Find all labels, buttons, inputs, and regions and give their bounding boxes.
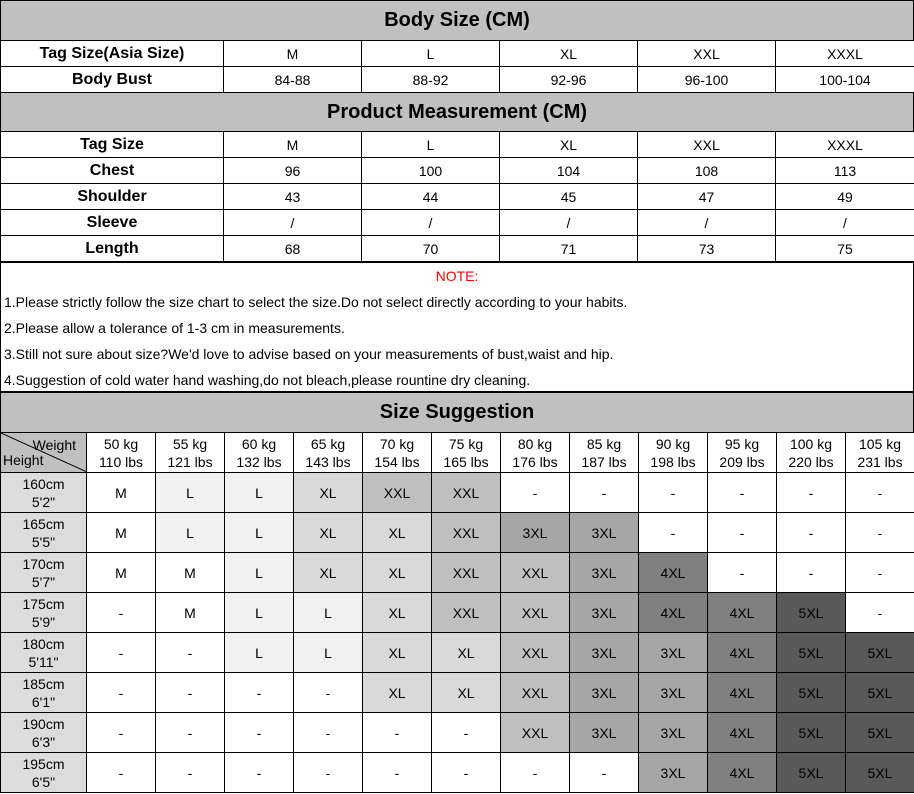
height-ft: 5'11" <box>28 653 59 670</box>
weight-header-cell <box>156 433 225 473</box>
size-cell: 3XL <box>639 753 708 793</box>
size-cell: - <box>294 673 363 713</box>
size-cell: - <box>87 713 156 753</box>
table-cell: 49 <box>776 184 914 210</box>
weight-header-cell <box>639 433 708 473</box>
size-cell: - <box>639 513 708 553</box>
table-cell: 113 <box>776 158 914 184</box>
size-cell: - <box>639 473 708 513</box>
table-cell: 43 <box>224 184 362 210</box>
size-cell: - <box>708 513 777 553</box>
weight-lbs: 154 lbs <box>374 453 420 470</box>
table-cell: / <box>224 210 362 236</box>
size-cell: 5XL <box>777 593 846 633</box>
size-cell: M <box>87 553 156 593</box>
size-cell: - <box>501 753 570 793</box>
size-cell: - <box>708 553 777 593</box>
size-cell: 5XL <box>777 673 846 713</box>
size-cell: XL <box>363 633 432 673</box>
weight-lbs: 132 lbs <box>236 453 282 470</box>
size-cell: 4XL <box>639 553 708 593</box>
table-row <box>1 41 914 67</box>
size-cell: - <box>87 633 156 673</box>
corner-weight-label: Weight <box>32 437 76 453</box>
weight-kg: 60 kg <box>241 435 277 452</box>
size-cell: - <box>846 593 914 633</box>
size-cell: - <box>294 713 363 753</box>
weight-header-cell <box>846 433 914 473</box>
table-row <box>1 593 914 633</box>
size-cell: 4XL <box>708 673 777 713</box>
weight-lbs: 198 lbs <box>650 453 696 470</box>
table-cell: L <box>362 132 500 158</box>
table-cell: / <box>776 210 914 236</box>
size-cell: 4XL <box>708 593 777 633</box>
size-cell: XXL <box>432 473 501 513</box>
size-cell: L <box>225 553 294 593</box>
table-cell: 47 <box>638 184 776 210</box>
height-ft: 6'5" <box>31 773 56 790</box>
size-cell: XXL <box>501 593 570 633</box>
table-row <box>1 553 914 593</box>
size-cell: 3XL <box>570 593 639 633</box>
table-cell: XL <box>500 41 638 67</box>
weight-header-cell <box>570 433 639 473</box>
size-cell: - <box>225 713 294 753</box>
size-cell: XL <box>294 513 363 553</box>
weight-header-cell <box>225 433 294 473</box>
table-cell: 92-96 <box>500 67 638 93</box>
weight-lbs: 110 lbs <box>98 453 144 470</box>
size-cell: 3XL <box>501 513 570 553</box>
size-cell: M <box>87 513 156 553</box>
size-cell: XXL <box>501 553 570 593</box>
size-cell: - <box>156 673 225 713</box>
height-cm: 195cm <box>22 755 65 772</box>
size-cell: - <box>87 673 156 713</box>
size-cell: XL <box>294 473 363 513</box>
size-cell: XXL <box>501 633 570 673</box>
size-cell: - <box>363 713 432 753</box>
size-cell: 3XL <box>639 633 708 673</box>
table-cell: 96 <box>224 158 362 184</box>
weight-kg: 65 kg <box>310 435 346 452</box>
height-ft: 5'5" <box>31 533 56 550</box>
table-cell: M <box>224 41 362 67</box>
size-cell: L <box>294 593 363 633</box>
table-row <box>1 67 914 93</box>
row-label: Shoulder <box>1 184 224 210</box>
table-cell: 96-100 <box>638 67 776 93</box>
table-cell: / <box>638 210 776 236</box>
size-cell: - <box>846 553 914 593</box>
table-cell: XXXL <box>776 41 914 67</box>
weight-kg: 90 kg <box>655 435 691 452</box>
size-cell: - <box>87 753 156 793</box>
weight-kg: 95 kg <box>724 435 760 452</box>
size-cell: 5XL <box>846 713 914 753</box>
size-cell: 3XL <box>570 713 639 753</box>
table-row <box>1 210 914 236</box>
table-cell: 70 <box>362 236 500 262</box>
size-cell: 5XL <box>846 673 914 713</box>
table-cell: XXL <box>638 132 776 158</box>
table-cell: 44 <box>362 184 500 210</box>
row-label: Sleeve <box>1 210 224 236</box>
weight-kg: 80 kg <box>517 435 553 452</box>
row-label: Length <box>1 236 224 262</box>
height-cell <box>1 633 87 673</box>
weight-lbs: 176 lbs <box>512 453 558 470</box>
table-cell: 104 <box>500 158 638 184</box>
weight-kg: 85 kg <box>586 435 622 452</box>
size-cell: 5XL <box>777 633 846 673</box>
size-cell: - <box>225 753 294 793</box>
weight-lbs: 220 lbs <box>788 453 834 470</box>
table-row <box>1 473 914 513</box>
size-cell: 4XL <box>639 593 708 633</box>
size-cell: 3XL <box>570 633 639 673</box>
table-cell: 45 <box>500 184 638 210</box>
weight-kg: 100 kg <box>789 435 833 452</box>
table-cell: M <box>224 132 362 158</box>
height-ft: 5'2" <box>31 493 56 510</box>
size-cell: - <box>708 473 777 513</box>
size-cell: 5XL <box>777 713 846 753</box>
table-row <box>1 184 914 210</box>
size-cell: XL <box>363 673 432 713</box>
table-cell: 73 <box>638 236 776 262</box>
height-ft: 5'7" <box>31 573 56 590</box>
table-row <box>1 673 914 713</box>
height-cell <box>1 553 87 593</box>
weight-lbs: 165 lbs <box>443 453 489 470</box>
note-line: 4.Suggestion of cold water hand washing,do not bleach,please rountine dry cleaning. <box>4 372 531 388</box>
size-cell: XXL <box>501 673 570 713</box>
size-cell: L <box>156 513 225 553</box>
height-ft: 5'9" <box>31 613 56 630</box>
table-row <box>1 513 914 553</box>
table-cell: XXL <box>638 41 776 67</box>
weight-header-cell <box>87 433 156 473</box>
row-label: Body Bust <box>1 67 224 93</box>
weight-lbs: 143 lbs <box>305 453 351 470</box>
height-cell <box>1 673 87 713</box>
height-cm: 170cm <box>22 555 65 572</box>
size-cell: - <box>777 553 846 593</box>
weight-header-cell <box>294 433 363 473</box>
size-suggestion-table <box>0 432 914 793</box>
size-cell: 3XL <box>570 513 639 553</box>
size-cell: L <box>294 633 363 673</box>
table-cell: 71 <box>500 236 638 262</box>
size-cell: XL <box>432 673 501 713</box>
height-cell <box>1 593 87 633</box>
table-cell: / <box>500 210 638 236</box>
weight-kg: 50 kg <box>103 435 139 452</box>
size-cell: - <box>846 473 914 513</box>
product-measurement-table <box>0 131 914 262</box>
body-size-table <box>0 40 914 93</box>
table-cell: / <box>362 210 500 236</box>
size-cell: 3XL <box>570 673 639 713</box>
size-cell: - <box>156 713 225 753</box>
table-row <box>1 633 914 673</box>
size-cell: XL <box>363 553 432 593</box>
weight-lbs: 187 lbs <box>581 453 627 470</box>
weight-header-cell <box>501 433 570 473</box>
height-cm: 160cm <box>22 475 65 492</box>
height-cm: 175cm <box>22 595 65 612</box>
size-cell: - <box>363 753 432 793</box>
weight-header-cell <box>432 433 501 473</box>
row-label: Tag Size(Asia Size) <box>1 41 224 67</box>
height-cm: 185cm <box>22 675 65 692</box>
weight-header-cell <box>777 433 846 473</box>
body-size-title: Body Size (CM) <box>0 0 914 41</box>
weight-kg: 105 kg <box>858 435 902 452</box>
size-cell: 3XL <box>639 673 708 713</box>
note-title: NOTE: <box>435 268 479 284</box>
weight-header-cell <box>708 433 777 473</box>
size-cell: 5XL <box>846 633 914 673</box>
size-cell: 4XL <box>708 633 777 673</box>
table-cell: 75 <box>776 236 914 262</box>
size-cell: XL <box>432 633 501 673</box>
row-label: Tag Size <box>1 132 224 158</box>
size-cell: 3XL <box>570 553 639 593</box>
size-cell: - <box>225 673 294 713</box>
size-cell: L <box>225 473 294 513</box>
height-ft: 6'1" <box>31 693 56 710</box>
size-cell: XXL <box>432 553 501 593</box>
weight-lbs: 121 lbs <box>167 453 213 470</box>
size-cell: - <box>432 713 501 753</box>
weight-kg: 75 kg <box>448 435 484 452</box>
size-cell: - <box>570 753 639 793</box>
size-cell: - <box>156 633 225 673</box>
corner-cell <box>1 433 87 473</box>
table-cell: 100 <box>362 158 500 184</box>
weight-header-row <box>1 433 914 473</box>
weight-lbs: 209 lbs <box>719 453 765 470</box>
size-cell: - <box>87 593 156 633</box>
height-cm: 165cm <box>22 515 65 532</box>
size-cell: 4XL <box>708 713 777 753</box>
size-cell: M <box>156 593 225 633</box>
size-cell: - <box>777 473 846 513</box>
note-line: 3.Still not sure about size?We'd love to advise based on your measurements of bust,waist and hip. <box>4 346 614 362</box>
table-cell: XXXL <box>776 132 914 158</box>
size-cell: M <box>156 553 225 593</box>
size-cell: - <box>501 473 570 513</box>
height-cell <box>1 753 87 793</box>
size-cell: 3XL <box>639 713 708 753</box>
size-cell: M <box>87 473 156 513</box>
height-cm: 180cm <box>22 635 65 652</box>
size-cell: XXL <box>363 473 432 513</box>
table-cell: 68 <box>224 236 362 262</box>
size-cell: 4XL <box>708 753 777 793</box>
table-row <box>1 132 914 158</box>
weight-kg: 70 kg <box>379 435 415 452</box>
size-cell: XL <box>363 513 432 553</box>
weight-kg: 55 kg <box>172 435 208 452</box>
size-cell: XL <box>363 593 432 633</box>
table-cell: 84-88 <box>224 67 362 93</box>
note-line: 2.Please allow a tolerance of 1-3 cm in measurements. <box>4 320 345 336</box>
weight-header-cell <box>363 433 432 473</box>
row-label: Chest <box>1 158 224 184</box>
corner-height-label: Height <box>3 452 44 468</box>
size-cell: L <box>225 513 294 553</box>
table-row <box>1 236 914 262</box>
height-cm: 190cm <box>22 715 65 732</box>
note-line: 1.Please strictly follow the size chart to select the size.Do not select directly according to your habits. <box>4 294 628 310</box>
table-cell: 88-92 <box>362 67 500 93</box>
table-cell: 108 <box>638 158 776 184</box>
table-cell: L <box>362 41 500 67</box>
table-cell: 100-104 <box>776 67 914 93</box>
size-cell: - <box>432 753 501 793</box>
notes-box <box>0 262 914 392</box>
size-cell: - <box>570 473 639 513</box>
height-cell <box>1 473 87 513</box>
size-cell: XL <box>294 553 363 593</box>
size-cell: XXL <box>432 513 501 553</box>
table-row <box>1 753 914 793</box>
size-cell: - <box>156 753 225 793</box>
weight-lbs: 231 lbs <box>857 453 903 470</box>
size-cell: L <box>225 593 294 633</box>
table-row <box>1 713 914 753</box>
table-cell: XL <box>500 132 638 158</box>
size-cell: XXL <box>432 593 501 633</box>
size-cell: 5XL <box>846 753 914 793</box>
product-measurement-title: Product Measurement (CM) <box>0 92 914 132</box>
height-cell <box>1 713 87 753</box>
table-row <box>1 158 914 184</box>
height-cell <box>1 513 87 553</box>
size-cell: - <box>777 513 846 553</box>
size-cell: 5XL <box>777 753 846 793</box>
height-ft: 6'3" <box>31 733 56 750</box>
size-cell: L <box>225 633 294 673</box>
size-cell: XXL <box>501 713 570 753</box>
size-cell: - <box>846 513 914 553</box>
size-cell: L <box>156 473 225 513</box>
size-cell: - <box>294 753 363 793</box>
size-suggestion-title: Size Suggestion <box>0 392 914 433</box>
